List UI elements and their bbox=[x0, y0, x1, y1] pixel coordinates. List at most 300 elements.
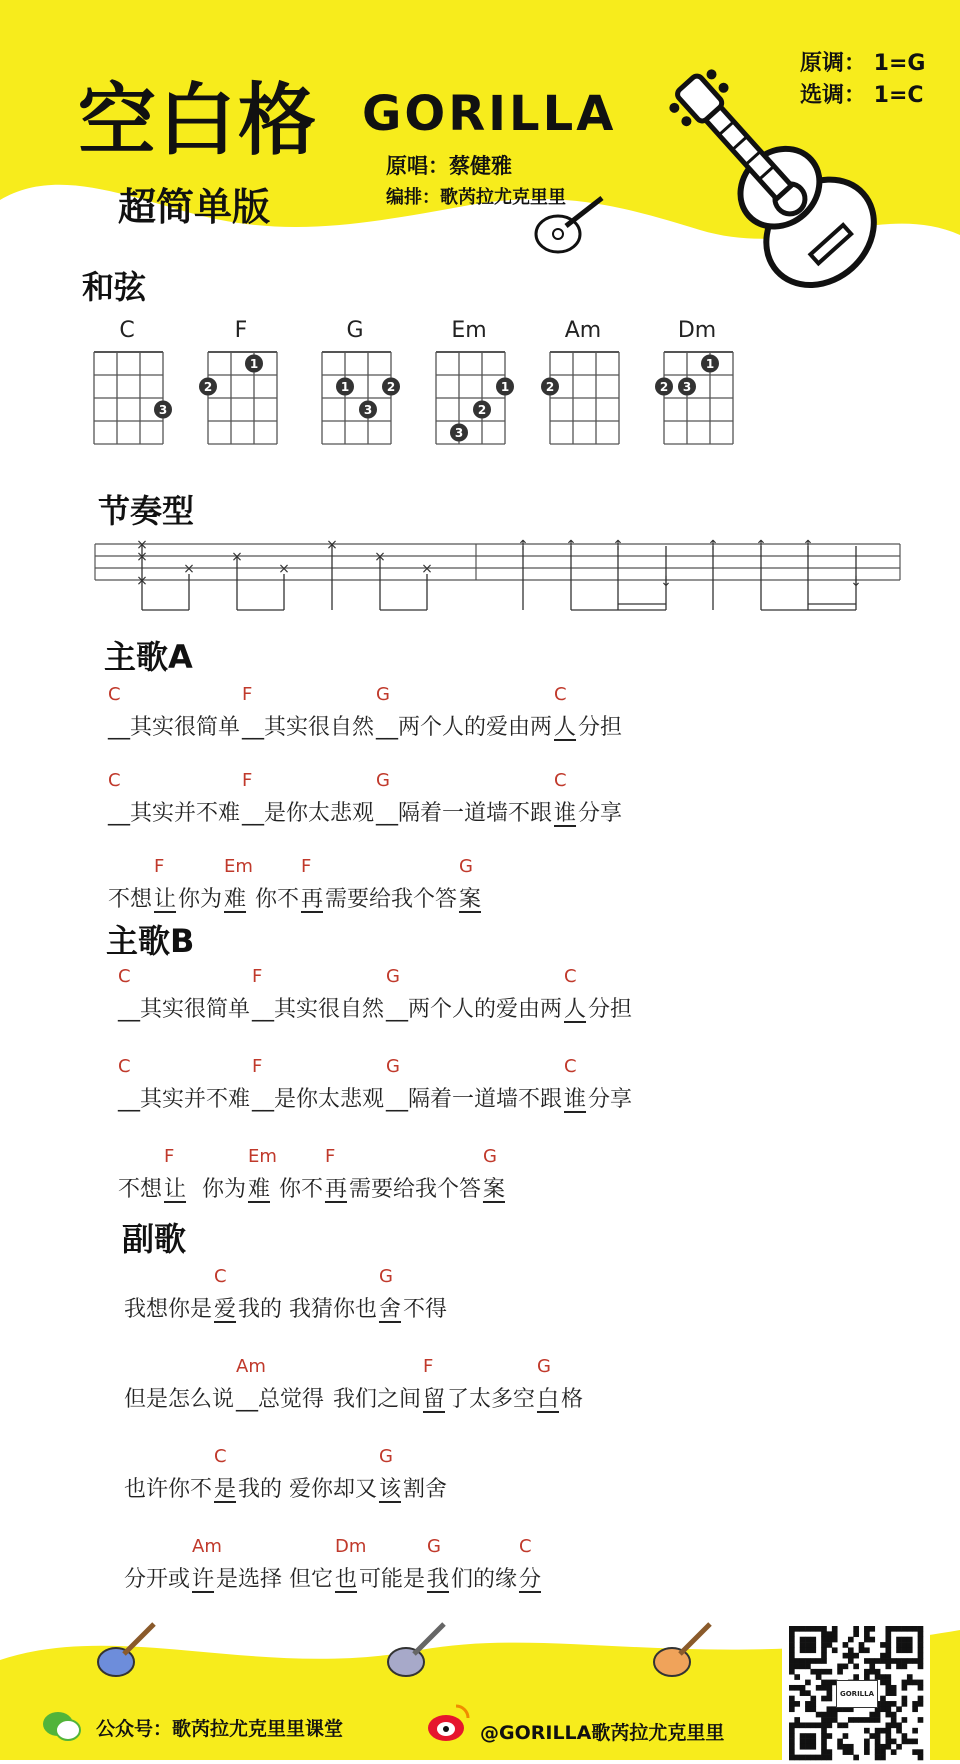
lyric-text: 是 bbox=[214, 1477, 237, 1502]
qr-module bbox=[832, 1647, 838, 1653]
lyric-text: 可能是 bbox=[358, 1567, 425, 1592]
brand-logo: GORILLA bbox=[362, 86, 617, 142]
qr-module bbox=[789, 1733, 795, 1739]
qr-module bbox=[853, 1717, 859, 1723]
chord-label: F bbox=[242, 770, 253, 791]
lyric-text: 让 bbox=[164, 1177, 187, 1202]
chord-label: F bbox=[252, 1056, 263, 1077]
qr-module bbox=[912, 1728, 918, 1734]
qr-module bbox=[827, 1696, 833, 1702]
chord-label: G bbox=[376, 770, 390, 791]
chord-label: Em bbox=[247, 1146, 277, 1167]
qr-module bbox=[853, 1626, 859, 1632]
qr-module bbox=[821, 1749, 827, 1755]
qr-code bbox=[782, 1626, 930, 1760]
lyric-text: 不想 bbox=[108, 887, 153, 912]
qr-module bbox=[885, 1631, 891, 1637]
song-subtitle: 超简单版 bbox=[118, 185, 271, 229]
qr-module bbox=[810, 1642, 816, 1648]
rhythm-pattern-staff bbox=[90, 536, 910, 616]
chord-diagram-area bbox=[70, 318, 770, 468]
qr-module bbox=[837, 1739, 843, 1745]
qr-module bbox=[875, 1733, 881, 1739]
qr-module bbox=[918, 1631, 924, 1637]
chord-label: C bbox=[554, 684, 567, 705]
qr-module bbox=[800, 1733, 806, 1739]
qr-module bbox=[891, 1739, 897, 1745]
lyric-text: __总觉得 bbox=[236, 1387, 325, 1412]
qr-module bbox=[912, 1658, 918, 1664]
lyric-text: 你为 bbox=[188, 1177, 246, 1202]
qr-module bbox=[827, 1722, 833, 1728]
verse-a-title: 主歌A bbox=[104, 638, 193, 676]
qr-module bbox=[885, 1637, 891, 1643]
qr-module bbox=[827, 1685, 833, 1691]
qr-module bbox=[789, 1739, 795, 1745]
qr-module bbox=[848, 1749, 854, 1755]
svg-text:×: × bbox=[136, 549, 148, 565]
qr-module bbox=[821, 1696, 827, 1702]
chord-label: G bbox=[386, 1056, 400, 1077]
qr-module bbox=[869, 1712, 875, 1718]
qr-module bbox=[869, 1637, 875, 1643]
qr-module bbox=[918, 1664, 924, 1670]
qr-module bbox=[896, 1637, 902, 1643]
qr-module bbox=[827, 1733, 833, 1739]
qr-module bbox=[800, 1722, 806, 1728]
lyric-line bbox=[108, 684, 828, 774]
svg-text:↓: ↓ bbox=[850, 574, 862, 590]
qr-module bbox=[810, 1722, 816, 1728]
qr-module bbox=[896, 1626, 902, 1632]
qr-module bbox=[853, 1664, 859, 1670]
qr-module bbox=[816, 1658, 822, 1664]
lyric-text: __是你太悲观 bbox=[242, 801, 375, 826]
qr-module bbox=[891, 1690, 897, 1696]
lyric-text: __其实很自然 bbox=[252, 997, 385, 1022]
finger-number: 1 bbox=[249, 357, 259, 371]
qr-module bbox=[789, 1744, 795, 1750]
chord-label: F bbox=[242, 684, 253, 705]
qr-module bbox=[827, 1637, 833, 1643]
chord-diagram-am bbox=[542, 348, 622, 458]
lyric-text: 也 bbox=[334, 1567, 357, 1592]
chord-diagram-dm bbox=[656, 348, 736, 458]
qr-module bbox=[853, 1755, 859, 1761]
chord-diagram-g bbox=[314, 348, 394, 458]
qr-module bbox=[827, 1690, 833, 1696]
lyric-text: 你不 bbox=[248, 887, 299, 912]
qr-module bbox=[827, 1706, 833, 1712]
qr-module bbox=[918, 1749, 924, 1755]
qr-module bbox=[880, 1755, 886, 1761]
qr-module bbox=[875, 1744, 881, 1750]
chord-label: F bbox=[164, 1146, 175, 1167]
chord-label: F bbox=[422, 1356, 434, 1377]
chord-label: Am bbox=[236, 1356, 266, 1377]
qr-module bbox=[810, 1739, 816, 1745]
qr-module bbox=[907, 1674, 913, 1680]
qr-module bbox=[902, 1637, 908, 1643]
chord-label: G bbox=[378, 1266, 393, 1287]
qr-module bbox=[848, 1637, 854, 1643]
lyric-text: 也许你不 bbox=[124, 1477, 213, 1502]
qr-module bbox=[880, 1696, 886, 1702]
qr-module bbox=[896, 1664, 902, 1670]
qr-module bbox=[880, 1658, 886, 1664]
svg-text:↑: ↑ bbox=[565, 538, 577, 554]
lyric-text: 案 bbox=[482, 1177, 505, 1202]
svg-text:↓: ↓ bbox=[660, 574, 672, 590]
finger-number: 2 bbox=[477, 403, 487, 417]
lyric-text: 分担 bbox=[588, 997, 633, 1022]
qr-module bbox=[821, 1755, 827, 1761]
qr-module bbox=[827, 1755, 833, 1761]
chord-label: C bbox=[554, 770, 567, 791]
qr-module bbox=[880, 1680, 886, 1686]
qr-module bbox=[789, 1755, 795, 1761]
qr-module bbox=[837, 1722, 843, 1728]
svg-text:×: × bbox=[136, 573, 148, 589]
qr-module bbox=[918, 1701, 924, 1707]
qr-module bbox=[848, 1744, 854, 1750]
qr-module bbox=[902, 1658, 908, 1664]
chord-label: Am bbox=[192, 1536, 222, 1557]
qr-module bbox=[789, 1637, 795, 1643]
chosen-key: 选调： 1=C bbox=[800, 83, 924, 108]
qr-module bbox=[891, 1717, 897, 1723]
footer-guitar-grey-icon bbox=[380, 1616, 450, 1686]
qr-module bbox=[902, 1696, 908, 1702]
chord-name-f: F bbox=[234, 318, 248, 343]
qr-module bbox=[810, 1696, 816, 1702]
svg-text:×: × bbox=[231, 549, 243, 565]
lyric-text: 难 bbox=[247, 1177, 270, 1202]
qr-module bbox=[810, 1733, 816, 1739]
lyric-text: 分享 bbox=[578, 801, 623, 826]
qr-module bbox=[885, 1701, 891, 1707]
lyric-text: 分开或 bbox=[124, 1567, 191, 1592]
qr-module bbox=[885, 1658, 891, 1664]
svg-text:×: × bbox=[326, 537, 338, 553]
qr-module bbox=[891, 1685, 897, 1691]
qr-module bbox=[896, 1728, 902, 1734]
chord-name-dm: Dm bbox=[677, 318, 717, 343]
lyric-text: 谁 bbox=[554, 801, 577, 826]
qr-module bbox=[805, 1722, 811, 1728]
qr-module bbox=[918, 1642, 924, 1648]
chord-label: C bbox=[564, 966, 577, 987]
qr-module bbox=[918, 1647, 924, 1653]
qr-module bbox=[810, 1669, 816, 1675]
lyric-text: 需要给我个答 bbox=[324, 887, 457, 912]
qr-module bbox=[816, 1722, 822, 1728]
qr-module bbox=[885, 1712, 891, 1718]
lyric-line bbox=[118, 966, 838, 1056]
qr-module bbox=[891, 1626, 897, 1632]
original-key: 原调： 1=G bbox=[800, 51, 926, 76]
qr-module bbox=[805, 1637, 811, 1643]
chord-name-am: Am bbox=[564, 318, 602, 343]
lyric-text: 分担 bbox=[578, 715, 623, 740]
wechat-account: 公众号：歌芮拉尤克里里课堂 bbox=[96, 1718, 344, 1740]
qr-module bbox=[821, 1642, 827, 1648]
qr-module bbox=[800, 1626, 806, 1632]
footer-guitar-orange-icon bbox=[646, 1616, 716, 1686]
finger-number: 3 bbox=[363, 403, 373, 417]
qr-module bbox=[805, 1626, 811, 1632]
qr-module bbox=[869, 1717, 875, 1723]
verse-b-title: 主歌B bbox=[106, 922, 195, 960]
qr-module bbox=[875, 1749, 881, 1755]
svg-text:↑: ↑ bbox=[755, 538, 767, 554]
qr-module bbox=[789, 1722, 795, 1728]
finger-number: 2 bbox=[386, 380, 396, 394]
qr-module bbox=[902, 1680, 908, 1686]
qr-module bbox=[789, 1669, 795, 1675]
qr-module bbox=[896, 1706, 902, 1712]
qr-module bbox=[789, 1664, 795, 1670]
lyric-text: 该 bbox=[378, 1477, 401, 1502]
chord-label: G bbox=[536, 1356, 551, 1377]
lyric-text: 但是怎么说 bbox=[124, 1387, 235, 1412]
qr-module bbox=[827, 1642, 833, 1648]
qr-module bbox=[869, 1669, 875, 1675]
lyric-text: 分 bbox=[518, 1567, 541, 1592]
chord-name-c: C bbox=[119, 318, 135, 343]
finger-number: 1 bbox=[340, 380, 350, 394]
svg-text:×: × bbox=[421, 561, 433, 577]
lyric-text: 不想 bbox=[118, 1177, 163, 1202]
lyric-text: 爱 bbox=[214, 1297, 237, 1322]
qr-module bbox=[859, 1717, 865, 1723]
chord-label: G bbox=[458, 856, 473, 877]
qr-module bbox=[902, 1626, 908, 1632]
qr-module bbox=[843, 1733, 849, 1739]
lyric-text: 们的缘 bbox=[450, 1567, 517, 1592]
qr-module bbox=[827, 1680, 833, 1686]
qr-module bbox=[789, 1647, 795, 1653]
qr-module bbox=[843, 1653, 849, 1659]
lyric-text: 我 bbox=[426, 1567, 449, 1592]
chords-section-title: 和弦 bbox=[82, 268, 147, 306]
chord-label: C bbox=[214, 1446, 227, 1467]
lyric-text: 我想你是 bbox=[124, 1297, 213, 1322]
chord-label: G bbox=[376, 684, 390, 705]
svg-text:↑: ↑ bbox=[612, 538, 624, 554]
qr-module bbox=[800, 1647, 806, 1653]
small-guitar-icon bbox=[530, 190, 610, 260]
lyric-text: 人 bbox=[564, 997, 587, 1022]
qr-module bbox=[810, 1647, 816, 1653]
qr-logo: GORILLA bbox=[836, 1680, 878, 1708]
qr-module bbox=[810, 1658, 816, 1664]
qr-module bbox=[864, 1626, 870, 1632]
lyric-text: __是你太悲观 bbox=[252, 1087, 385, 1112]
chord-diagram-f bbox=[200, 348, 280, 458]
qr-module bbox=[827, 1669, 833, 1675]
qr-module bbox=[907, 1647, 913, 1653]
lyric-text: 再 bbox=[324, 1177, 347, 1202]
qr-module bbox=[789, 1749, 795, 1755]
qr-module bbox=[875, 1728, 881, 1734]
qr-module bbox=[832, 1637, 838, 1643]
qr-module bbox=[880, 1653, 886, 1659]
qr-module bbox=[810, 1744, 816, 1750]
qr-module bbox=[816, 1755, 822, 1761]
qr-module bbox=[794, 1685, 800, 1691]
finger-number: 2 bbox=[545, 380, 555, 394]
qr-module bbox=[864, 1717, 870, 1723]
lyric-text: 我的 我猜你也 bbox=[238, 1297, 377, 1322]
lyric-text: 案 bbox=[458, 887, 481, 912]
weibo-icon bbox=[426, 1700, 472, 1746]
qr-module bbox=[832, 1717, 838, 1723]
qr-module bbox=[794, 1658, 800, 1664]
qr-module bbox=[864, 1749, 870, 1755]
lyric-text: 留 bbox=[422, 1387, 445, 1412]
qr-module bbox=[794, 1674, 800, 1680]
lyric-text: 再 bbox=[300, 887, 323, 912]
chord-label: C bbox=[108, 770, 121, 791]
qr-module bbox=[805, 1642, 811, 1648]
lyric-text: __隔着一道墙不跟 bbox=[386, 1087, 563, 1112]
svg-text:↑: ↑ bbox=[707, 538, 719, 554]
lyric-text: __隔着一道墙不跟 bbox=[376, 801, 553, 826]
lyric-text: 让 bbox=[154, 887, 177, 912]
qr-module bbox=[880, 1706, 886, 1712]
chord-diagram-em bbox=[428, 348, 508, 458]
qr-module bbox=[821, 1733, 827, 1739]
chorus-title: 副歌 bbox=[122, 1220, 187, 1258]
qr-module bbox=[848, 1658, 854, 1664]
qr-module bbox=[859, 1647, 865, 1653]
qr-module bbox=[810, 1755, 816, 1761]
qr-module bbox=[821, 1669, 827, 1675]
qr-module bbox=[805, 1744, 811, 1750]
qr-module bbox=[880, 1749, 886, 1755]
qr-module bbox=[827, 1749, 833, 1755]
qr-module bbox=[885, 1680, 891, 1686]
wechat-icon bbox=[42, 1708, 82, 1744]
lyric-text: __其实很简单 bbox=[108, 715, 241, 740]
arranger: 编排：歌芮拉尤克里里 bbox=[386, 187, 566, 208]
qr-module bbox=[821, 1685, 827, 1691]
chord-label: C bbox=[118, 1056, 131, 1077]
qr-module bbox=[800, 1685, 806, 1691]
lyric-line bbox=[124, 1446, 844, 1536]
ukulele-illustration-icon bbox=[660, 60, 900, 290]
qr-module bbox=[789, 1653, 795, 1659]
qr-module bbox=[891, 1701, 897, 1707]
lyric-text: 舍 bbox=[378, 1297, 401, 1322]
qr-module bbox=[885, 1664, 891, 1670]
qr-module bbox=[821, 1744, 827, 1750]
qr-module bbox=[902, 1701, 908, 1707]
qr-module bbox=[912, 1701, 918, 1707]
lyric-text: 不得 bbox=[402, 1297, 447, 1322]
chord-label: C bbox=[518, 1536, 532, 1557]
lyric-text: 割舍 bbox=[402, 1477, 447, 1502]
finger-number: 1 bbox=[705, 357, 715, 371]
qr-module bbox=[805, 1701, 811, 1707]
qr-module bbox=[885, 1647, 891, 1653]
qr-module bbox=[800, 1744, 806, 1750]
qr-module bbox=[821, 1717, 827, 1723]
qr-module bbox=[789, 1701, 795, 1707]
qr-module bbox=[789, 1631, 795, 1637]
qr-module bbox=[805, 1755, 811, 1761]
lyric-text: 我们之间 bbox=[326, 1387, 421, 1412]
qr-module bbox=[837, 1664, 843, 1670]
qr-module bbox=[885, 1744, 891, 1750]
chord-label: G bbox=[426, 1536, 441, 1557]
qr-module bbox=[869, 1664, 875, 1670]
chord-name-g: G bbox=[346, 318, 364, 343]
qr-module bbox=[816, 1712, 822, 1718]
qr-module bbox=[875, 1658, 881, 1664]
qr-module bbox=[827, 1712, 833, 1718]
qr-module bbox=[794, 1664, 800, 1670]
qr-module bbox=[821, 1728, 827, 1734]
song-title: 空白格 bbox=[78, 76, 319, 166]
svg-text:×: × bbox=[278, 561, 290, 577]
svg-text:×: × bbox=[136, 537, 148, 553]
qr-module bbox=[843, 1664, 849, 1670]
finger-number: 2 bbox=[203, 380, 213, 394]
qr-module bbox=[875, 1717, 881, 1723]
qr-module bbox=[880, 1642, 886, 1648]
qr-module bbox=[821, 1647, 827, 1653]
lyric-text: __其实很自然 bbox=[242, 715, 375, 740]
qr-module bbox=[907, 1626, 913, 1632]
lyric-text: 分享 bbox=[588, 1087, 633, 1112]
qr-module bbox=[821, 1712, 827, 1718]
qr-module bbox=[805, 1647, 811, 1653]
qr-module bbox=[800, 1690, 806, 1696]
qr-module bbox=[902, 1647, 908, 1653]
qr-module bbox=[912, 1626, 918, 1632]
qr-module bbox=[896, 1722, 902, 1728]
qr-module bbox=[918, 1680, 924, 1686]
lyric-text: 了太多空 bbox=[446, 1387, 535, 1412]
qr-module bbox=[821, 1722, 827, 1728]
qr-module bbox=[918, 1626, 924, 1632]
qr-module bbox=[853, 1653, 859, 1659]
qr-module bbox=[789, 1685, 795, 1691]
chord-label: F bbox=[300, 856, 312, 877]
qr-module bbox=[885, 1733, 891, 1739]
qr-module bbox=[816, 1669, 822, 1675]
qr-module bbox=[843, 1722, 849, 1728]
qr-module bbox=[805, 1739, 811, 1745]
chord-diagram-c bbox=[86, 348, 166, 458]
qr-module bbox=[885, 1626, 891, 1632]
qr-module bbox=[864, 1637, 870, 1643]
qr-module bbox=[902, 1685, 908, 1691]
lyric-line bbox=[124, 1266, 844, 1356]
qr-module bbox=[891, 1749, 897, 1755]
qr-module bbox=[864, 1669, 870, 1675]
qr-module bbox=[832, 1631, 838, 1637]
qr-module bbox=[896, 1647, 902, 1653]
qr-module bbox=[800, 1658, 806, 1664]
footer-guitar-blue-icon bbox=[90, 1616, 160, 1686]
lyric-line bbox=[118, 1146, 838, 1236]
finger-number: 3 bbox=[158, 403, 168, 417]
qr-module bbox=[902, 1739, 908, 1745]
svg-text:×: × bbox=[183, 561, 195, 577]
